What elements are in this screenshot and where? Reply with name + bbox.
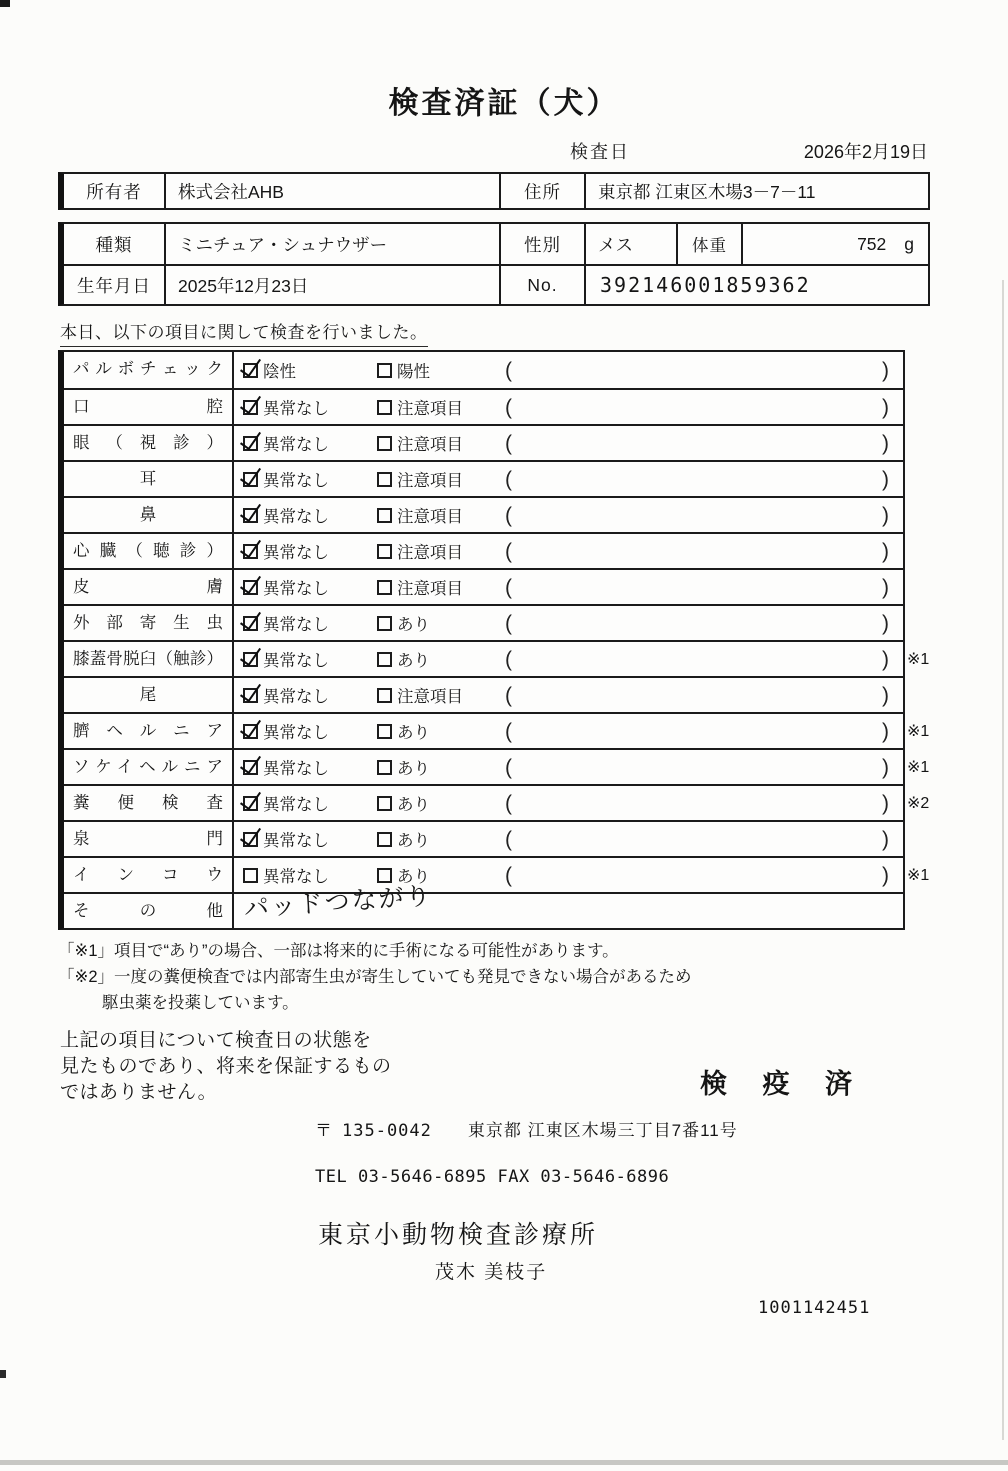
checkbox-label: 陰性: [263, 363, 296, 381]
checklist-row: [64, 784, 930, 820]
checklist-row: [64, 388, 903, 424]
footnote-ref: ※1: [907, 651, 930, 668]
birth-label: 生年月日: [64, 266, 166, 304]
footnote-2-line2: 駆虫薬を投薬しています。: [102, 994, 299, 1012]
checkbox-icon: [377, 652, 392, 667]
paren-open: (: [505, 395, 512, 419]
checkbox-label: 異常なし: [263, 436, 329, 454]
checkbox-option: [377, 647, 505, 671]
checkbox-label: 異常なし: [263, 724, 329, 742]
paren-open: (: [505, 791, 512, 815]
checkbox-option: [243, 719, 377, 743]
paren-close: ): [882, 863, 889, 887]
checkbox-option: [377, 539, 505, 563]
checklist-item-label: 臍ヘルニア: [64, 714, 234, 748]
checkbox-option: [377, 503, 505, 527]
checkbox-checked-icon: [243, 796, 258, 811]
checkbox-label: 異常なし: [263, 508, 329, 526]
checkbox-icon: [377, 580, 392, 595]
checklist-item-label: ソケイヘルニア: [64, 750, 234, 784]
clinic-name: 東京小動物検査診療所: [318, 1221, 599, 1249]
disclaimer-line: 上記の項目について検査日の状態を: [60, 1030, 372, 1051]
checkbox-option: [377, 358, 505, 382]
breed-label: 種類: [64, 224, 166, 264]
checkbox-label: 異常なし: [263, 652, 329, 670]
checklist-table: [58, 350, 930, 930]
paren-open: (: [505, 827, 512, 851]
checkbox-label: 異常なし: [263, 580, 329, 598]
checkbox-checked-icon: [243, 724, 258, 739]
footnote-ref: ※2: [907, 795, 930, 812]
checklist-item-label: インコウ: [64, 858, 234, 892]
pet-table: [58, 222, 930, 306]
checkbox-option: [377, 611, 505, 635]
pet-table-row-2: [64, 264, 928, 304]
paren-close: ): [882, 503, 889, 527]
paren-open: (: [505, 503, 512, 527]
checklist-row: [64, 352, 903, 388]
checkbox-checked-icon: [243, 580, 258, 595]
paren-close: ): [882, 358, 889, 382]
checklist-item-label: 泉門: [64, 822, 234, 856]
intro-text: 本日、以下の項目に関して検査を行いました。: [60, 318, 428, 347]
inspection-date-row: [58, 138, 930, 162]
document-number: 1001142451: [758, 1298, 871, 1318]
checklist-options: [234, 570, 903, 604]
checklist-options: [234, 462, 903, 496]
checkbox-option: [243, 575, 377, 599]
checklist-item-label: 糞便検査: [64, 786, 234, 820]
registration-no-label: No.: [501, 266, 586, 304]
checkbox-option: [377, 755, 505, 779]
paren-open: (: [505, 647, 512, 671]
checkbox-label: 異常なし: [263, 760, 329, 778]
checkbox-label: 異常なし: [263, 616, 329, 634]
checkbox-option: [377, 575, 505, 599]
owner-table: [58, 172, 930, 210]
checkbox-label: 異常なし: [263, 400, 329, 418]
checkbox-option: [243, 431, 377, 455]
checklist-row: [64, 712, 930, 748]
checkbox-label: あり: [397, 616, 430, 634]
checkbox-icon: [377, 616, 392, 631]
paren-close: ): [882, 467, 889, 491]
checklist-row: [64, 532, 903, 568]
checkbox-option: [243, 467, 377, 491]
breed-value: ミニチュア・シュナウザー: [166, 224, 501, 264]
checkbox-label: あり: [397, 760, 430, 778]
checklist-item-label: 外部寄生虫: [64, 606, 234, 640]
checklist-options: [234, 426, 903, 460]
checkbox-label: 異常なし: [263, 544, 329, 562]
scan-artifact: [0, 1460, 1008, 1465]
checkbox-icon: [377, 832, 392, 847]
checklist-item-label: 口腔: [64, 390, 234, 424]
page-title: 検査済証（犬）: [388, 87, 620, 120]
owner-label: 所有者: [64, 174, 166, 208]
birth-value: 2025年12月23日: [166, 266, 501, 304]
checkbox-icon: [377, 400, 392, 415]
footnote-ref: ※1: [907, 867, 930, 884]
checkbox-label: 注意項目: [397, 544, 463, 562]
weight-cell: [743, 224, 928, 264]
checkbox-icon: [377, 796, 392, 811]
checklist-item-label: その他: [64, 894, 234, 928]
paren-close: ): [882, 791, 889, 815]
paren-close: ): [882, 575, 889, 599]
sex-value: メス: [586, 224, 678, 264]
owner-value: 株式会社AHB: [166, 174, 501, 208]
disclaimer-line: 見たものであり、将来を保証するもの: [60, 1056, 392, 1077]
checkbox-option: [243, 683, 377, 707]
checkbox-option: [243, 503, 377, 527]
checkbox-label: 注意項目: [397, 436, 463, 454]
clinic-address-row: [315, 1116, 1008, 1141]
paren-close: ): [882, 395, 889, 419]
checkbox-checked-icon: [243, 652, 258, 667]
intro-row: [60, 318, 1008, 344]
checkbox-label: 陽性: [397, 363, 430, 381]
checkbox-option: [377, 683, 505, 707]
checklist-row: [64, 676, 903, 712]
checkbox-option: [243, 358, 377, 382]
paren-close: ): [882, 539, 889, 563]
paren-open: (: [505, 755, 512, 779]
checkbox-checked-icon: [243, 400, 258, 415]
checkbox-label: 注意項目: [397, 688, 463, 706]
checkbox-icon: [377, 363, 392, 378]
quarantine-stamp: 検 疫 済: [700, 1069, 867, 1099]
checkbox-label: 注意項目: [397, 472, 463, 490]
weight-label: 体重: [678, 224, 743, 264]
scan-artifact: [0, 1370, 6, 1378]
checklist-item-label: パルボチェック: [64, 352, 234, 388]
checkbox-option: [377, 395, 505, 419]
handwritten-note: パッドつながり: [242, 881, 434, 924]
paren-open: (: [505, 358, 512, 382]
checkbox-icon: [243, 868, 258, 883]
checkbox-icon: [377, 724, 392, 739]
owner-address-value: 東京都 江東区木場3－7－11: [598, 181, 816, 202]
checklist-item-label: 膝蓋骨脱臼（触診）: [64, 642, 234, 676]
checklist-row: [64, 424, 903, 460]
checklist-options: [234, 352, 903, 388]
checkbox-option: [243, 539, 377, 563]
checkbox-icon: [377, 472, 392, 487]
footnote-1: 「※1」項目で“あり”の場合、一部は将来的に手術になる可能性があります。: [58, 942, 619, 960]
sex-label: 性別: [501, 224, 586, 264]
checkbox-label: 異常なし: [263, 868, 329, 886]
checkbox-checked-icon: [243, 472, 258, 487]
checkbox-label: あり: [397, 868, 430, 886]
weight-value: 752: [857, 233, 887, 254]
footnote-ref: ※1: [907, 759, 930, 776]
registration-no-value: 392146001859362: [600, 273, 811, 297]
pet-table-row-1: [64, 224, 928, 264]
checklist-row: [64, 460, 903, 496]
checklist-options: [234, 714, 903, 748]
checklist-row: [64, 856, 930, 892]
checklist-item-label: 耳: [64, 462, 234, 496]
paren-close: ): [882, 755, 889, 779]
checkbox-label: 注意項目: [397, 508, 463, 526]
clinic-tel-fax: TEL 03-5646-6895 FAX 03-5646-6896: [315, 1167, 670, 1187]
checkbox-label: あり: [397, 724, 430, 742]
paren-open: (: [505, 719, 512, 743]
checklist-options: [234, 750, 903, 784]
owner-address-label: 住所: [501, 174, 586, 208]
postal-mark: 〒: [315, 1121, 332, 1140]
checkbox-option: [377, 719, 505, 743]
checkbox-label: あり: [397, 652, 430, 670]
checklist-options: [234, 822, 903, 856]
postal-code: 135-0042: [342, 1121, 432, 1141]
checkbox-option: [243, 791, 377, 815]
checklist-options: [234, 606, 903, 640]
checklist-options: [234, 786, 903, 820]
checkbox-checked-icon: [243, 508, 258, 523]
paren-open: (: [505, 467, 512, 491]
checkbox-checked-icon: [243, 832, 258, 847]
scan-artifact: [1002, 280, 1004, 1440]
checklist-item-label: 鼻: [64, 498, 234, 532]
checklist-options: [234, 390, 903, 424]
paren-open: (: [505, 863, 512, 887]
checkbox-icon: [377, 508, 392, 523]
checkbox-label: 異常なし: [263, 832, 329, 850]
checkbox-checked-icon: [243, 544, 258, 559]
checklist-options: [234, 642, 903, 676]
footnotes: [58, 938, 1008, 1016]
paren-open: (: [505, 539, 512, 563]
checkbox-label: 異常なし: [263, 796, 329, 814]
checkbox-checked-icon: [243, 616, 258, 631]
checkbox-label: 注意項目: [397, 400, 463, 418]
checklist-row: [64, 640, 930, 676]
checkbox-label: 異常なし: [263, 472, 329, 490]
checkbox-option: [377, 467, 505, 491]
checklist-item-label: 尾: [64, 678, 234, 712]
checklist-row: [64, 496, 903, 532]
checkbox-icon: [377, 760, 392, 775]
checklist-item-label: 心臓（聴診）: [64, 534, 234, 568]
checkbox-checked-icon: [243, 436, 258, 451]
checklist-options: [234, 881, 903, 928]
checklist-options: [234, 498, 903, 532]
paren-close: ): [882, 431, 889, 455]
disclaimer-line: ではありません。: [60, 1082, 218, 1103]
checkbox-icon: [377, 688, 392, 703]
checklist-item-label: 眼（視診）: [64, 426, 234, 460]
checklist-options: [234, 534, 903, 568]
inspection-date-value: 2026年2月19日: [803, 142, 928, 162]
checkbox-label: あり: [397, 832, 430, 850]
checkbox-icon: [377, 436, 392, 451]
checkbox-option: [243, 395, 377, 419]
checkbox-option: [243, 647, 377, 671]
checkbox-option: [243, 827, 377, 851]
checklist-options: [234, 678, 903, 712]
checkbox-label: 異常なし: [263, 688, 329, 706]
checkbox-checked-icon: [243, 760, 258, 775]
checkbox-option: [243, 755, 377, 779]
inspection-date-label: 検査日: [570, 142, 630, 162]
footnote-ref: ※1: [907, 723, 930, 740]
paren-close: ): [882, 719, 889, 743]
checkbox-icon: [377, 544, 392, 559]
checkbox-checked-icon: [243, 363, 258, 378]
paren-open: (: [505, 611, 512, 635]
checkbox-label: 注意項目: [397, 580, 463, 598]
scan-artifact: [0, 0, 10, 7]
checklist-row: [64, 748, 930, 784]
paren-close: ): [882, 683, 889, 707]
checklist-row: [64, 568, 903, 604]
clinic-address: 東京都 江東区木場三丁目7番11号: [467, 1121, 738, 1140]
checkbox-checked-icon: [243, 688, 258, 703]
checklist-row: [64, 881, 903, 928]
paren-close: ): [882, 827, 889, 851]
checkbox-option: [377, 827, 505, 851]
bottom-section: [60, 1028, 940, 1106]
weight-unit: g: [904, 233, 914, 254]
checkbox-option: [377, 791, 505, 815]
paren-open: (: [505, 431, 512, 455]
paren-open: (: [505, 575, 512, 599]
paren-close: ): [882, 647, 889, 671]
checklist-row: [64, 604, 903, 640]
checkbox-option: [243, 611, 377, 635]
checkbox-label: あり: [397, 796, 430, 814]
checklist-row: [64, 820, 903, 856]
checklist-item-label: 皮膚: [64, 570, 234, 604]
checkbox-option: [377, 431, 505, 455]
paren-close: ): [882, 611, 889, 635]
staff-name: 茂木 美枝子: [435, 1262, 548, 1283]
paren-open: (: [505, 683, 512, 707]
footnote-2-line1: 「※2」一度の糞便検査では内部寄生虫が寄生していても発見できない場合があるため: [58, 968, 692, 986]
